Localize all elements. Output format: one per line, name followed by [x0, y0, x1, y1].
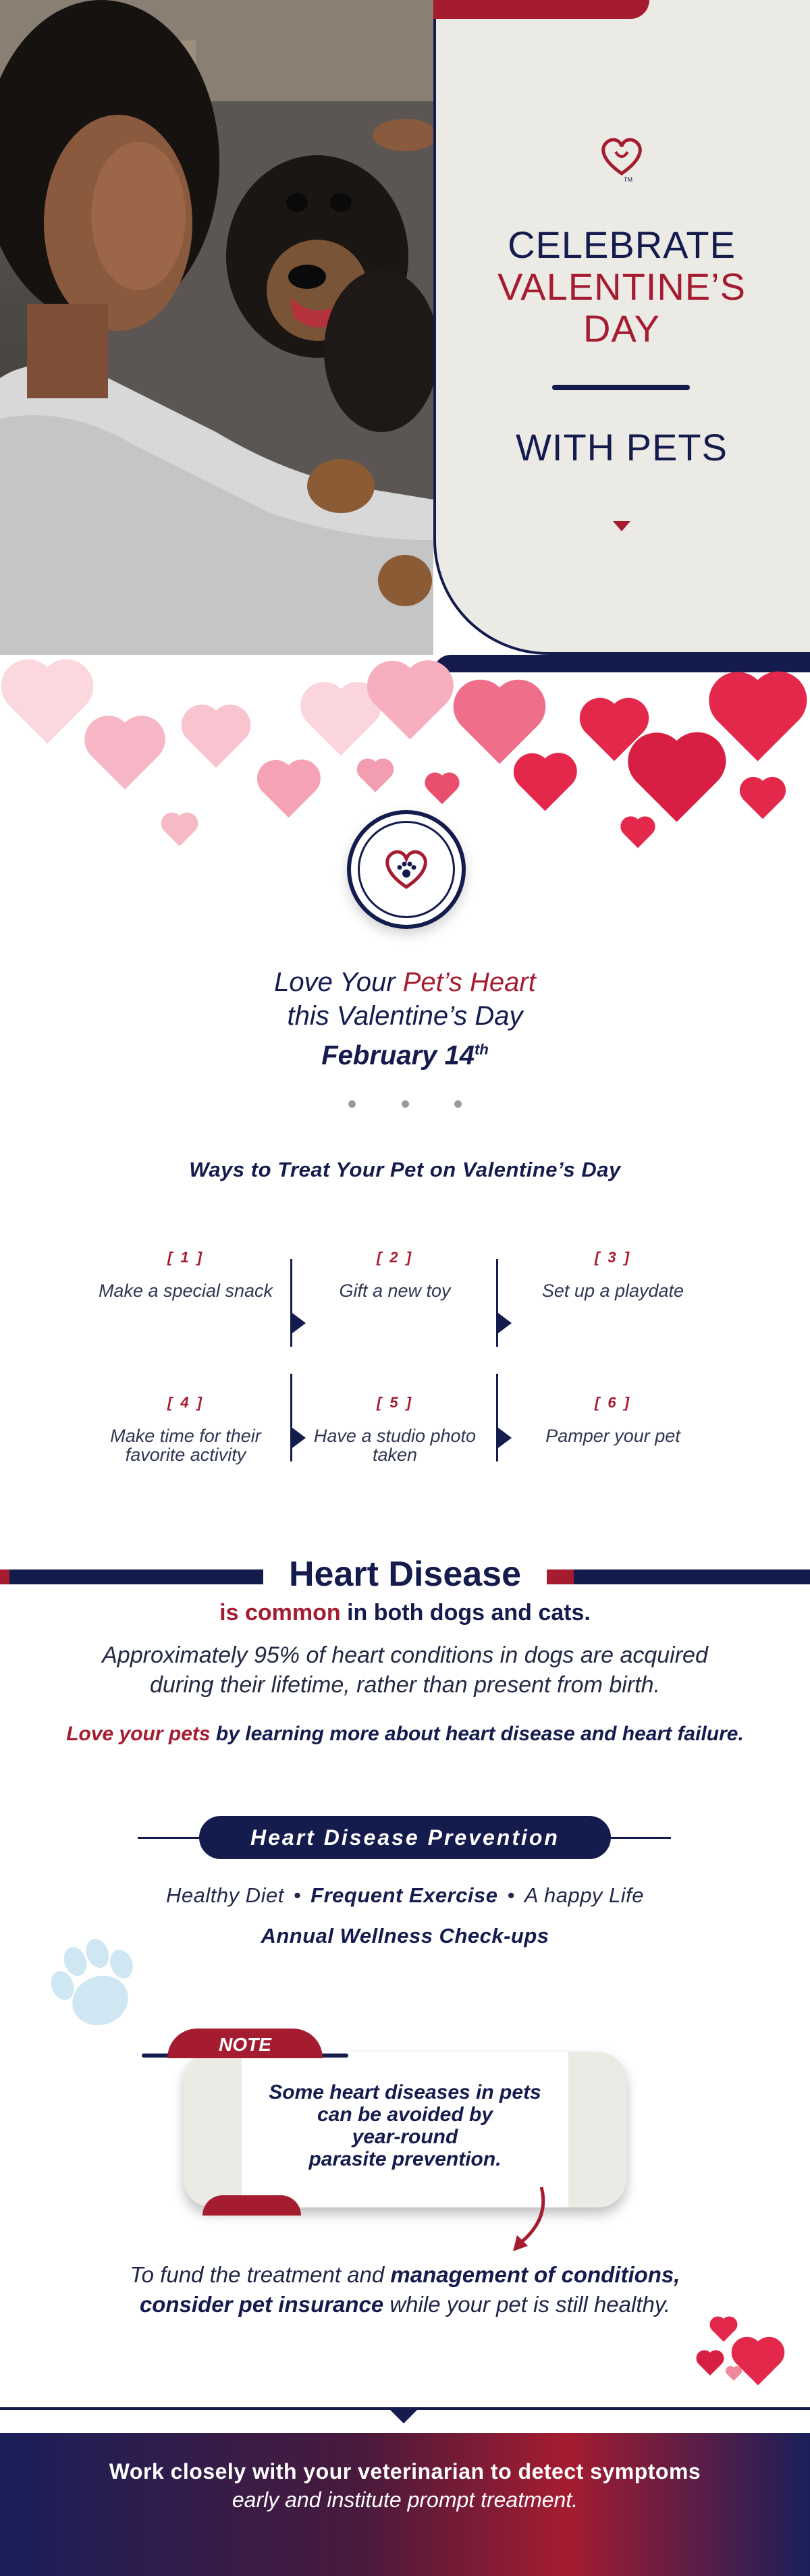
way-number: [ 2 ] [376, 1249, 414, 1266]
column-divider [496, 1259, 498, 1347]
heart-disease-title: Heart Disease [289, 1555, 521, 1594]
way-text: Have a studio photo taken [313, 1426, 477, 1465]
way-text: Make time for their favorite activity [110, 1426, 261, 1465]
note-line: can be avoided by [317, 2103, 493, 2126]
footer-line1: Work closely with your veterinarian to detect symptoms [109, 2459, 701, 2484]
way-item-5 [294, 1394, 496, 1464]
intro-love-highlight: Pet’s Heart [402, 967, 536, 997]
heart-decoration-icon [92, 723, 159, 790]
dots-divider [348, 1100, 462, 1108]
heart-decoration-icon [712, 2319, 735, 2342]
way-text: Make a special snack [98, 1281, 273, 1301]
column-divider [496, 1374, 498, 1461]
heart-disease-love-line [0, 1723, 810, 1746]
heart-decoration-icon [360, 761, 390, 792]
note-line: Some heart diseases in pets [269, 2081, 541, 2103]
paragraph-line2: during their lifetime, rather than present from birth. [150, 1672, 660, 1698]
way-item-1 [84, 1249, 287, 1300]
heart-decoration-icon [428, 776, 456, 804]
way-item-3 [512, 1249, 714, 1300]
heart-decoration-icon [624, 820, 652, 848]
seal-inner-ring [358, 821, 455, 918]
heart-decoration-icon [164, 815, 194, 846]
ways-title: Ways to Treat Your Pet on Valentine’s Day [189, 1158, 621, 1181]
heart-decoration-icon [727, 2367, 740, 2381]
heart-disease-subtitle [0, 1600, 810, 1626]
hero-photo-woman-with-dog [0, 0, 433, 655]
heart-decoration-icon [308, 689, 375, 756]
love-rest: by learning more about heart disease and heart failure. [210, 1723, 744, 1745]
way-number: [ 1 ] [167, 1249, 205, 1266]
down-arrow-icon [613, 521, 630, 531]
heart-decoration-icon [744, 781, 782, 820]
hero-photo-illustration [0, 0, 433, 655]
heart-decoration-icon [263, 766, 315, 818]
prevention-title: Heart Disease Prevention [199, 1816, 611, 1859]
way-text: Pamper your pet [545, 1426, 680, 1446]
curved-arrow-icon [508, 2184, 555, 2261]
heart-decoration-icon [699, 2353, 722, 2376]
intro-love-line [0, 965, 810, 999]
hero-title-line3: DAY [583, 307, 660, 350]
bullet-separator: • [293, 1883, 302, 1907]
note-line: parasite prevention. [308, 2148, 502, 2170]
heart-decoration-icon [519, 759, 572, 811]
note-line: year-round [352, 2126, 458, 2148]
way-number: [ 5 ] [376, 1394, 414, 1411]
svg-text:TM: TM [624, 176, 632, 183]
intro-date [0, 1033, 810, 1072]
paragraph-line1: Approximately 95% of heart conditions in dogs are acquired [102, 1642, 708, 1668]
footer-notch [390, 2410, 417, 2423]
heart-decoration-icon [636, 741, 717, 822]
way-number: [ 6 ] [594, 1394, 632, 1411]
insurance-line2 [0, 2290, 810, 2319]
paw-heart-seal-icon [379, 842, 433, 896]
prevention-items [0, 1883, 810, 1908]
subtitle-highlight: is common [219, 1600, 341, 1626]
paw-heart-seal [347, 810, 466, 929]
note-text [0, 2081, 810, 2170]
intro-line2: this Valentine’s Day [287, 1001, 523, 1031]
column-divider [290, 1259, 292, 1347]
subtitle-rest: in both dogs and cats. [340, 1600, 591, 1626]
insurance-text [0, 2260, 810, 2319]
note-bottom-tab [202, 2195, 301, 2216]
footer-line2: early and institute prompt treatment. [232, 2488, 578, 2512]
prevention-item: Frequent Exercise [310, 1883, 498, 1907]
heart-decoration-icon [374, 668, 446, 739]
fund-bold: management of conditions, [390, 2262, 680, 2287]
love-highlight: Love your pets [66, 1723, 211, 1745]
prevention-checkups: Annual Wellness Check-ups [261, 1924, 549, 1948]
way-text: Set up a playdate [541, 1281, 684, 1301]
prevention-item: Healthy Diet [165, 1883, 284, 1907]
hero-top-bar [433, 0, 649, 19]
hero-divider [552, 385, 690, 390]
bullet-separator: • [507, 1883, 515, 1907]
way-number: [ 4 ] [167, 1394, 205, 1411]
heart-decoration-icon [9, 667, 85, 743]
hero-title-panel [433, 0, 810, 655]
fund-bold: consider pet insurance [139, 2292, 384, 2317]
dot [454, 1100, 462, 1108]
heart-decoration-icon [188, 711, 245, 768]
hero-section [0, 0, 810, 655]
fund-text: while your pet is still healthy. [383, 2292, 671, 2317]
column-divider [290, 1374, 292, 1461]
way-item-2 [294, 1249, 496, 1300]
dot [348, 1100, 356, 1108]
paw-print-icon [34, 1924, 155, 2045]
insurance-line1 [0, 2260, 810, 2290]
dot [402, 1100, 409, 1108]
hero-title-line2: VALENTINE’S [497, 265, 746, 308]
heart-disease-paragraph [0, 1640, 810, 1700]
intro-date-suffix: th [475, 1041, 489, 1058]
hero-title-line4: WITH PETS [516, 426, 728, 468]
heart-logo-icon [595, 132, 648, 184]
way-number: [ 3 ] [594, 1249, 632, 1266]
footer-text [0, 2457, 810, 2514]
heart-decoration-icon [461, 687, 537, 763]
intro-date-text: February 14 [321, 1040, 475, 1071]
fund-text: To fund the treatment and [130, 2262, 391, 2287]
hero-title-line1: CELEBRATE [508, 223, 736, 266]
way-item-4 [84, 1394, 287, 1464]
heart-decoration-icon [717, 680, 798, 761]
prevention-item: A happy Life [524, 1883, 645, 1907]
heart-decoration-icon [736, 2341, 780, 2385]
way-item-6 [512, 1394, 714, 1445]
intro-love-prefix: Love Your [274, 967, 403, 997]
note-label: NOTE [167, 2029, 323, 2058]
way-text: Gift a new toy [339, 1281, 451, 1301]
